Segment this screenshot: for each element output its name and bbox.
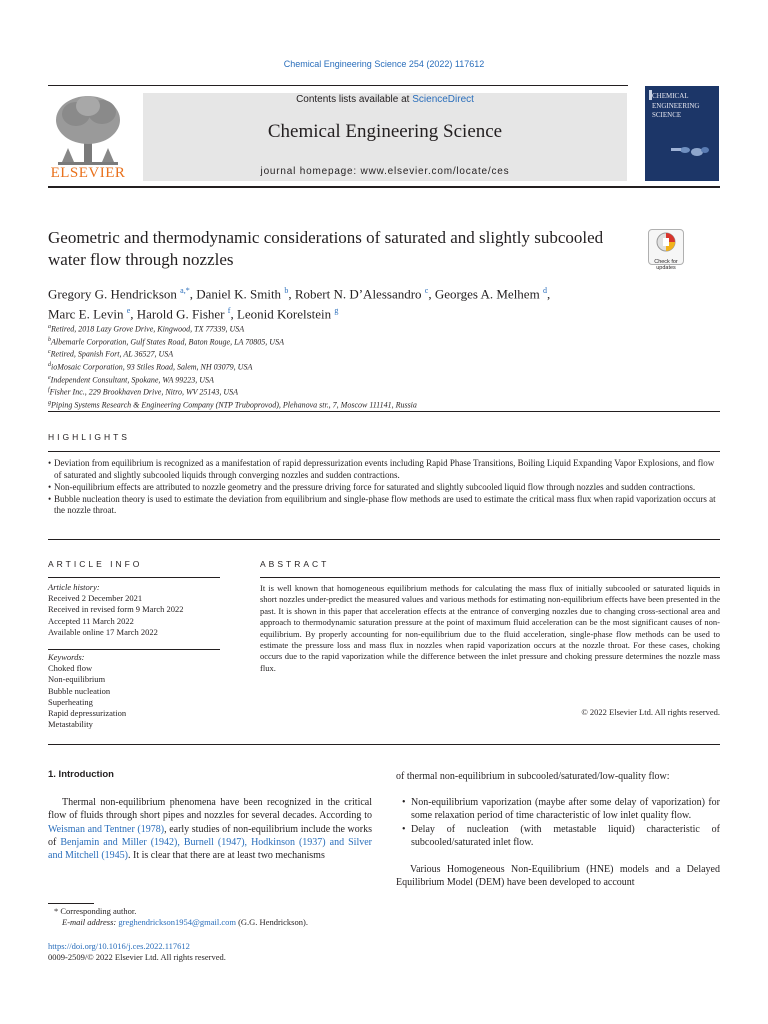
- author-name[interactable]: Robert N. D’Alessandro: [294, 286, 422, 302]
- author-affiliation-mark[interactable]: d: [542, 286, 547, 295]
- highlight-text: Bubble nucleation theory is used to estimate the deviation from equilibrium and single-phase flow methods are used to estimate the critical mass flux when rapid vaporization occurs at the nozzle throat.: [54, 493, 716, 515]
- cover-line: ENGINEERING: [652, 101, 700, 110]
- journal-homepage-link[interactable]: journal homepage: www.elsevier.com/locate/ces: [260, 166, 510, 177]
- article-history-label: Article history:: [48, 582, 100, 592]
- affiliation-text: Albemarle Corporation, Gulf States Road, Baton Rouge, LA 70805, USA: [51, 337, 284, 347]
- keyword-item: Superheating: [48, 696, 93, 707]
- affiliation-item: [48, 373, 720, 386]
- highlight-item: [48, 494, 720, 517]
- affiliation-item: [48, 322, 720, 335]
- history-entry: Accepted 11 March 2022: [48, 615, 134, 626]
- affiliation-key: a: [48, 324, 51, 330]
- affiliation-text: Fisher Inc., 229 Brookhaven Drive, Nitro, WV 25143, USA: [49, 387, 239, 397]
- article-info-rule: [48, 577, 220, 578]
- highlights-bottom-rule: [48, 539, 720, 540]
- intro-paragraph: [48, 796, 372, 862]
- keywords-list: [48, 652, 220, 730]
- affiliation-text: Piping Systems Research & Engineering Company (NTP Truboprovod), Plehanova str., 7, Moscow 111141, Russia: [51, 400, 417, 410]
- check-for-updates-label: Check for updates: [654, 259, 678, 271]
- intro-text: , early studies of non-equilibrium include the works of: [48, 823, 372, 848]
- body-left-column: [48, 768, 372, 862]
- affiliation-text: Retired, Spanish Fort, AL 36527, USA: [50, 349, 174, 359]
- keyword-item: Metastability: [48, 719, 93, 730]
- affiliation-list: [48, 322, 720, 411]
- right-lead-paragraph: of thermal non-equilibrium in subcooled/saturated/low-quality flow:: [396, 771, 670, 782]
- keyword-item: Non-equilibrium: [48, 674, 106, 685]
- header-top-rule: [48, 85, 628, 86]
- article-title: Geometric and thermodynamic considerations of saturated and slightly subcooled water flow through nozzles: [48, 228, 604, 269]
- citation-link[interactable]: Benjamin and Miller (1942), Burnell (1947), Hodkinson (1937) and Silver and Mitchell (1945): [48, 836, 372, 862]
- contents-prefix: Contents lists available at: [296, 94, 413, 105]
- keywords-label: Keywords:: [48, 652, 85, 662]
- article-info-heading: ARTICLE INFO: [48, 559, 143, 569]
- affiliation-text: Retired, 2018 Lazy Grove Drive, Kingwood, TX 77339, USA: [51, 324, 245, 334]
- mechanism-item: [402, 796, 720, 822]
- author-affiliation-mark[interactable]: f: [227, 306, 231, 316]
- intro-paragraph-2: Various Homogeneous Non-Equilibrium (HNE) models and a Delayed Equilibrium Model (DEM) have been developed to account: [396, 863, 720, 888]
- contents-line: [143, 94, 627, 105]
- section-heading: 1. Introduction: [48, 769, 114, 780]
- footnote-rule: [48, 903, 94, 904]
- mechanism-text: Delay of nucleation (with metastable liquid) characteristic of subcooled/saturated inlet flow.: [411, 824, 720, 849]
- bullet-icon: •: [48, 481, 52, 492]
- journal-citation-link[interactable]: Chemical Engineering Science 254 (2022) 117612: [283, 59, 485, 69]
- abstract-copyright: © 2022 Elsevier Ltd. All rights reserved.: [581, 707, 720, 717]
- abstract-rule: [260, 577, 720, 578]
- affiliation-item: [48, 398, 720, 411]
- abstract-heading: ABSTRACT: [260, 559, 330, 569]
- affiliation-text: ioMosaic Corporation, 93 Stiles Road, Salem, NH 03079, USA: [51, 362, 253, 372]
- email-line: [48, 917, 378, 928]
- highlights-heading: HIGHLIGHTS: [48, 432, 130, 442]
- corresponding-author-note: * Corresponding author.: [54, 906, 137, 916]
- intro-text: Thermal non-equilibrium phenomena have been recognized in the critical flow of fluids through short pipes and nozzles for several decades. According to: [48, 797, 372, 822]
- mechanisms-list: [402, 796, 720, 849]
- affiliation-text: Independent Consultant, Spokane, WA 99223, USA: [50, 375, 214, 385]
- author-affiliation-mark[interactable]: c: [424, 286, 429, 295]
- affiliation-key: c: [48, 349, 51, 356]
- doi-link[interactable]: https://doi.org/10.1016/j.ces.2022.117612: [48, 941, 190, 951]
- keyword-item: Bubble nucleation: [48, 685, 111, 696]
- journal-title: Chemical Engineering Science: [267, 121, 503, 142]
- affiliation-key: e: [48, 374, 51, 381]
- highlights-list: [48, 458, 720, 517]
- history-entry: Received in revised form 9 March 2022: [48, 604, 184, 615]
- author-email-link[interactable]: greghendrickson1954@gmail.com: [118, 917, 236, 927]
- abstract-bottom-rule: [48, 744, 720, 745]
- highlights-heading-rule: [48, 451, 720, 452]
- highlight-text: Non-equilibrium effects are attributed to nozzle geometry and the pressure driving force for saturated and slightly subcooled liquid flow through nozzles and sudden contractions.: [54, 481, 696, 492]
- author-affiliation-mark[interactable]: g: [334, 306, 339, 316]
- affiliation-item: [48, 347, 720, 360]
- mechanism-item: [402, 823, 720, 849]
- keyword-item: Rapid depressurization: [48, 708, 127, 719]
- cover-title: [652, 92, 716, 121]
- bullet-icon: •: [48, 458, 52, 468]
- article-history: [48, 582, 220, 638]
- elsevier-wordmark: ELSEVIER: [50, 165, 126, 181]
- mechanism-text: Non-equilibrium vaporization (maybe after some delay of vaporization) for some relaxation period of time characteristic of low inlet quality flow.: [411, 797, 720, 822]
- sciencedirect-link[interactable]: ScienceDirect: [412, 94, 474, 105]
- history-entry: Received 2 December 2021: [48, 593, 143, 604]
- author-separator: ,: [288, 286, 295, 302]
- intro-text: . It is clear that there are at least two mechanisms: [127, 850, 325, 862]
- affiliation-key: f: [48, 387, 50, 394]
- author-separator: ,: [130, 306, 137, 322]
- affiliation-item: [48, 360, 720, 373]
- crossmark-icon: [649, 230, 683, 254]
- bullet-icon: •: [402, 797, 406, 809]
- history-entry: Available online 17 March 2022: [48, 626, 158, 637]
- citation-link[interactable]: Weisman and Tentner (1978): [48, 823, 165, 835]
- highlight-item: [48, 482, 720, 494]
- issn-line: 0009-2509/© 2022 Elsevier Ltd. All rights reserved.: [48, 952, 226, 962]
- abstract-text: It is well known that homogeneous equilibrium methods for calculating the mass flux of initially subcooled or saturated liquids in short nozzles under-predict the measured values and various methods for estimating non-equilibrium effects have been presented in the past. It is shown in this paper that acceleration effects at the entrance of converging nozzles due to changing cross-sectional area and approach to thermodynamic saturation pressure at the point of maximum fluid acceleration can be the most significant causes of non-equilibrium. By properly accounting for non-equilibrium due to the fluid acceleration, single-phase flow methods can be used to estimate the pressure loss and mass flux in nozzles when rapid vaporization occurs at the nozzle throat. For these cases, choking occurs due to the rapid vaporization while the difference between the inlet pressure and choking pressure determines the nozzle mass flux.: [260, 583, 720, 673]
- highlights-top-rule: [48, 411, 720, 412]
- author-affiliation-mark[interactable]: e: [126, 306, 131, 316]
- author-affiliation-mark[interactable]: a,*: [180, 286, 190, 295]
- author-affiliation-mark[interactable]: b: [284, 286, 289, 295]
- header-bottom-rule: [48, 186, 720, 188]
- highlight-text: Deviation from equilibrium is recognized as a manifestation of rapid depressurization events including Rapid Phase Transitions, Boiling Liquid Expanding Vapor Explosions, and flow of saturated and slightly subcooled liquids through converging nozzles and sudden contractions.: [54, 458, 715, 480]
- affiliation-key: b: [48, 336, 51, 343]
- affiliation-key: d: [48, 361, 51, 368]
- affiliation-item: [48, 335, 720, 348]
- check-for-updates-button[interactable]: [648, 229, 684, 271]
- affiliation-key: g: [48, 399, 51, 406]
- author-name[interactable]: Daniel K. Smith: [196, 286, 282, 302]
- author-separator: ,: [189, 286, 197, 302]
- author-separator: ,: [546, 286, 551, 302]
- affiliation-item: [48, 385, 720, 398]
- author-name[interactable]: Gregory G. Hendrickson: [48, 286, 177, 302]
- author-separator: ,: [428, 286, 435, 302]
- bullet-icon: •: [48, 493, 52, 504]
- author-separator: ,: [230, 306, 237, 322]
- email-label: E-mail address:: [62, 917, 119, 927]
- cover-line: SCIENCE: [652, 111, 682, 119]
- doi-block: [48, 941, 378, 963]
- keywords-rule: [48, 649, 220, 650]
- email-suffix: (G.G. Hendrickson).: [235, 917, 308, 927]
- author-name[interactable]: Marc E. Levin: [48, 306, 124, 322]
- author-list: [48, 282, 708, 323]
- author-name[interactable]: Leonid Korelstein: [236, 306, 332, 322]
- keyword-item: Choked flow: [48, 663, 93, 674]
- body-right-column: [396, 770, 720, 889]
- author-name[interactable]: Georges A. Melhem: [434, 286, 540, 302]
- highlight-item: [48, 458, 720, 481]
- bullet-icon: •: [402, 824, 406, 836]
- footnote-block: [48, 906, 378, 928]
- cover-line: CHEMICAL: [652, 92, 689, 100]
- author-name[interactable]: Harold G. Fisher: [136, 306, 225, 322]
